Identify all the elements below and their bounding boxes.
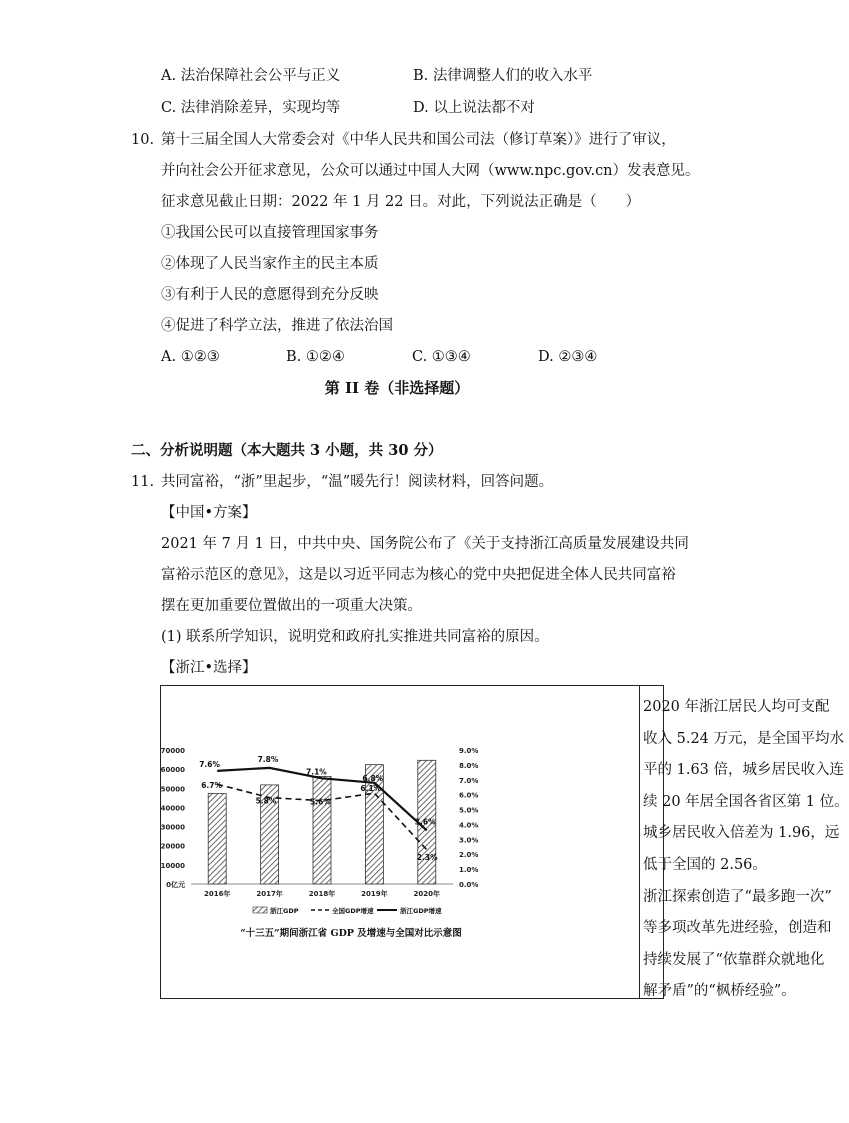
left-axis-tick-label: 20000 xyxy=(160,842,185,851)
q10-statement-1: ①我国公民可以直接管理国家事务 xyxy=(161,225,379,241)
right-axis-tick-label: 3.0% xyxy=(459,836,479,845)
right-axis-tick-label: 5.0% xyxy=(459,806,479,815)
q9-option-a: A. 法治保障社会公平与正义 xyxy=(161,68,341,84)
side-text-line: 续 20 年居全国各省区第 1 位。 xyxy=(643,793,849,810)
right-axis-tick-label: 8.0% xyxy=(459,761,479,770)
q10-option-d: D. ②③④ xyxy=(538,349,598,365)
gdp-bar xyxy=(313,776,331,884)
q10-statement-2: ②体现了人民当家作主的民主本质 xyxy=(161,256,379,272)
growth-data-label: 7.6% xyxy=(199,759,221,769)
right-axis-tick-label: 2.0% xyxy=(459,851,479,860)
q11-china-heading: 【中国•方案】 xyxy=(161,505,257,521)
chart-title: “十三五”期间浙江省 GDP 及增速与全国对比示意图 xyxy=(240,928,462,939)
growth-data-label: 3.6% xyxy=(414,817,436,827)
table-divider xyxy=(639,686,640,998)
q10-statement-4: ④促进了科学立法，推进了依法治国 xyxy=(161,318,393,334)
left-axis-tick-label: 50000 xyxy=(160,785,185,794)
left-axis-tick-label: 40000 xyxy=(160,804,185,813)
q11-stem: 共同富裕，“浙”里起步，“温”暖先行！阅读材料，回答问题。 xyxy=(161,474,554,490)
q11-china-para-line1: 2021 年 7 月 1 日，中共中央、国务院公布了《关于支持浙江高质量发展建设共同 xyxy=(161,536,689,552)
side-text-line: 持续发展了“依靠群众就地化 xyxy=(643,951,825,968)
q11-subquestion-1: (1) 联系所学知识，说明党和政府扎实推进共同富裕的原因。 xyxy=(161,629,549,645)
q11-zhejiang-heading: 【浙江•选择】 xyxy=(161,660,257,676)
right-axis-tick-label: 9.0% xyxy=(459,747,479,755)
q9-option-c: C. 法律消除差异，实现均等 xyxy=(161,100,341,116)
growth-data-label: 6.1% xyxy=(360,784,382,794)
left-axis-tick-label: 60000 xyxy=(160,766,185,775)
growth-data-label: 7.1% xyxy=(306,767,327,777)
side-text-line: 低于全国的 2.56。 xyxy=(643,856,767,873)
q10-option-c: C. ①③④ xyxy=(412,349,471,365)
side-text-line: 收入 5.24 万元，是全国平均水 xyxy=(643,730,845,747)
growth-data-label: 6.8% xyxy=(362,773,384,783)
legend-label: 浙江GDP增速 xyxy=(400,907,442,915)
right-axis-tick-label: 1.0% xyxy=(459,866,479,875)
legend-swatch-bars xyxy=(253,907,267,913)
side-text-line: 解矛盾”的“枫桥经验”。 xyxy=(643,983,796,1000)
q9-option-b: B. 法律调整人们的收入水平 xyxy=(413,68,593,84)
zhejiang-material-text xyxy=(643,692,849,1008)
x-axis-category-label: 2019年 xyxy=(361,890,388,898)
legend-label: 全国GDP增速 xyxy=(332,907,374,915)
q9-option-d: D. 以上说法都不对 xyxy=(413,100,535,116)
x-axis-category-label: 2017年 xyxy=(256,890,283,898)
material-table xyxy=(160,685,849,1000)
right-axis-tick-label: 6.0% xyxy=(459,791,479,800)
left-axis-tick-label: 10000 xyxy=(160,861,185,870)
gdp-chart xyxy=(161,686,639,998)
side-text-line: 等多项改革先进经验，创造和 xyxy=(643,920,832,937)
q10-option-a: A. ①②③ xyxy=(161,349,220,365)
right-axis-tick-label: 7.0% xyxy=(459,776,479,785)
right-axis-tick-label: 4.0% xyxy=(459,821,479,830)
side-text-line: 浙江探索创造了“最多跑一次” xyxy=(643,888,832,905)
growth-data-label: 5.8% xyxy=(255,796,277,806)
left-axis-tick-label: 0亿元 xyxy=(166,881,185,889)
q11-china-para-line3: 摆在更加重要位置做出的一项重大决策。 xyxy=(161,598,422,614)
side-text-line: 2020 年浙江居民人均可支配 xyxy=(643,699,830,715)
legend-label: 浙江GDP xyxy=(270,907,299,915)
left-axis-tick-label: 70000 xyxy=(160,747,185,755)
gdp-bar xyxy=(208,794,226,884)
right-axis-tick-label: 0.0% xyxy=(459,881,479,889)
growth-data-label: 5.6% xyxy=(310,797,331,807)
section2-heading: 二、分析说明题（本大题共 3 小题，共 30 分） xyxy=(131,442,443,459)
q10-number: 10. xyxy=(131,132,155,148)
growth-data-label: 6.7% xyxy=(201,781,223,791)
left-axis-tick-label: 30000 xyxy=(160,823,185,832)
q10-option-b: B. ①②④ xyxy=(286,349,345,365)
x-axis-category-label: 2018年 xyxy=(308,890,336,898)
growth-data-label: 2.3% xyxy=(416,852,438,862)
q10-stem-line2: 并向社会公开征求意见，公众可以通过中国人大网（www.npc.gov.cn）发表意见。 xyxy=(161,163,700,179)
x-axis-category-label: 2020年 xyxy=(413,890,441,898)
q11-china-para-line2: 富裕示范区的意见》，这是以习近平同志为核心的党中央把促进全体人民共同富裕 xyxy=(161,567,676,583)
part2-title: 第 II 卷（非选择题） xyxy=(324,379,470,397)
x-axis-category-label: 2016年 xyxy=(203,890,231,898)
side-text-line: 城乡居民收入倍差为 1.96，远 xyxy=(643,825,840,842)
q10-stem-line1: 第十三届全国人大常委会对《中华人民共和国公司法（修订草案）》进行了审议， xyxy=(161,132,676,148)
growth-data-label: 7.8% xyxy=(257,754,279,764)
q11-number: 11. xyxy=(131,474,155,490)
q10-stem-line3: 征求意见截止日期：2022 年 1 月 22 日。对此，下列说法正确是（ ） xyxy=(161,194,641,210)
q10-statement-3: ③有利于人民的意愿得到充分反映 xyxy=(161,287,379,303)
side-text-line: 平的 1.63 倍，城乡居民收入连 xyxy=(643,762,845,779)
